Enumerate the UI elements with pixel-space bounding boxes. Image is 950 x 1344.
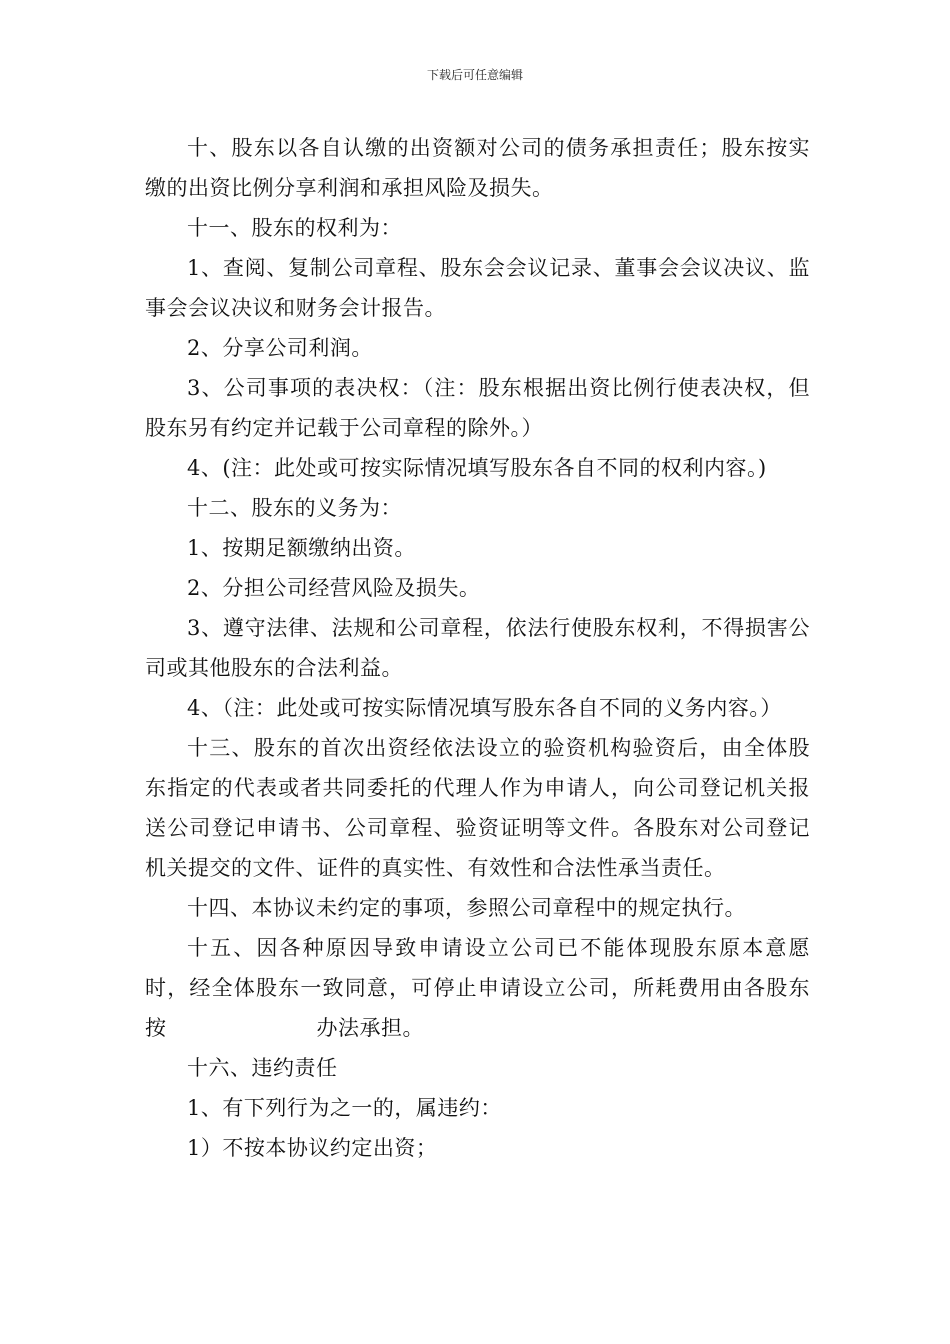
clause-11-item-2: 2、分享公司利润。: [187, 336, 373, 360]
document-body: [145, 128, 810, 1168]
clause-11-item-1: 1、查阅、复制公司章程、股东会会议记录、董事会会议决议、监事会会议决议和财务会计报告。: [145, 256, 810, 320]
clause-15-tail: 办法承担。: [316, 1016, 424, 1040]
clause-12-heading: 十二、股东的义务为：: [187, 496, 402, 520]
clause-10: 十、股东以各自认缴的出资额对公司的债务承担责任；股东按实缴的出资比例分享利润和承担风险及损失。: [145, 136, 810, 200]
clause-16-heading: 十六、违约责任: [187, 1056, 338, 1080]
clause-13: 十三、股东的首次出资经依法设立的验资机构验资后，由全体股东指定的代表或者共同委托的代理人作为申请人，向公司登记机关报送公司登记申请书、公司章程、验资证明等文件。各股东对公司登记机关提交的文件、证件的真实性、有效性和合法性承当责任。: [145, 736, 810, 880]
clause-15: [145, 928, 810, 1048]
page-header: 下载后可任意编辑: [426, 68, 523, 82]
clause-16-item-1-sub-1: 1）不按本协议约定出资；: [187, 1136, 438, 1160]
clause-11-item-4: 4、(注：此处或可按实际情况填写股东各自不同的权利内容。): [187, 456, 767, 480]
clause-11-item-3: 3、公司事项的表决权：（注：股东根据出资比例行使表决权，但股东另有约定并记载于公司章程的除外。）: [145, 376, 810, 440]
clause-16-item-1: 1、有下列行为之一的，属违约：: [187, 1096, 502, 1120]
clause-12-item-2: 2、分担公司经营风险及损失。: [187, 576, 481, 600]
clause-14: 十四、本协议未约定的事项，参照公司章程中的规定执行。: [187, 896, 746, 920]
clause-15-text: 十五、因各种原因导致申请设立公司已不能体现股东原本意愿时，经全体股东一致同意，可停止申请设立公司，所耗费用由各股东按: [145, 936, 810, 1040]
clause-11-heading: 十一、股东的权利为：: [187, 216, 402, 240]
clause-12-item-3: 3、遵守法律、法规和公司章程，依法行使股东权利，不得损害公司或其他股东的合法利益。: [145, 616, 810, 680]
clause-12-item-1: 1、按期足额缴纳出资。: [187, 536, 416, 560]
clause-12-item-4: 4、（注：此处或可按实际情况填写股东各自不同的义务内容。）: [187, 696, 782, 720]
